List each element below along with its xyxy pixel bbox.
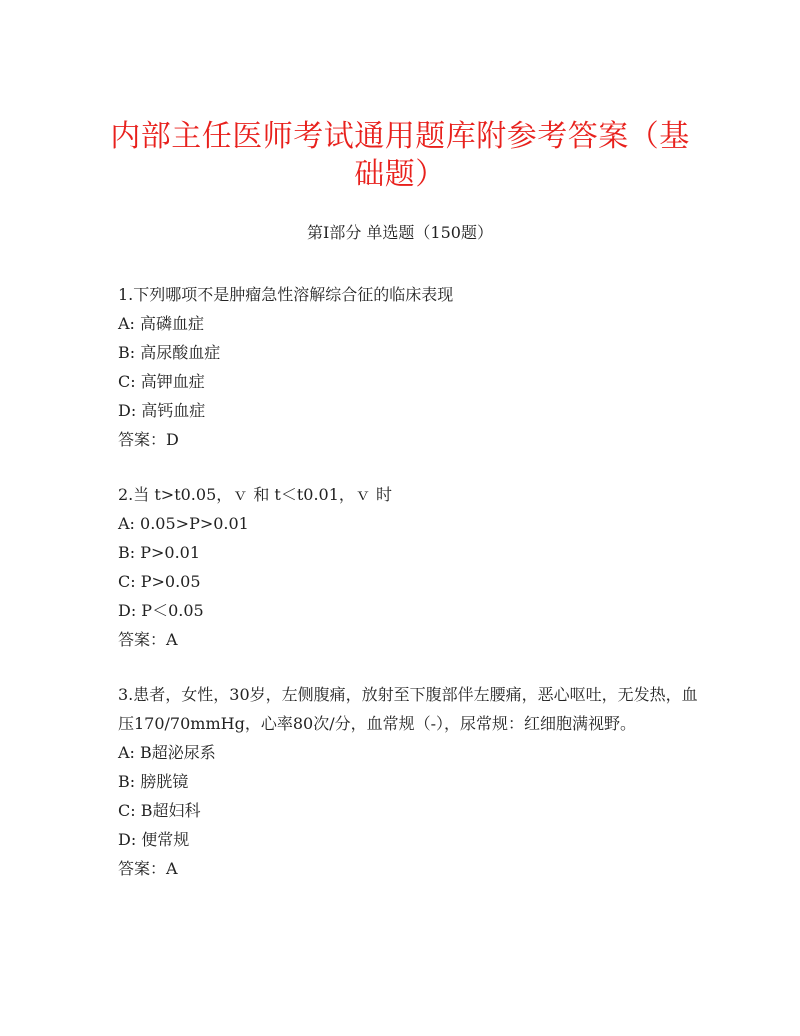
option-c: C: B超妇科 [118,801,201,820]
question-item [118,480,708,654]
answer-line: 答案：A [118,859,178,878]
option-a: A: B超泌尿系 [118,743,216,762]
option-c: C: 高钾血症 [118,372,205,391]
answer-line: 答案：A [118,630,178,649]
option-c: C: P>0.05 [118,572,201,591]
option-b: B: 高尿酸血症 [118,343,221,362]
option-d: D: 高钙血症 [118,401,206,420]
question-stem: 2.当 t>t0.05，ｖ 和 t＜t0.01，ｖ 时 [118,485,392,504]
option-d: D: 便常规 [118,830,190,849]
answer-line: 答案：D [118,430,179,449]
option-a: A: 0.05>P>0.01 [118,514,249,533]
question-item [118,280,708,454]
question-item [118,680,708,883]
option-b: B: P>0.01 [118,543,201,562]
question-stem: 3.患者，女性，30岁，左侧腹痛，放射至下腹部伴左腰痛，恶心呕吐，无发热，血压170/70mmHg，心率80次/分，血常规（-），尿常规：红细胞满视野。 [118,685,698,733]
document-title: 内部主任医师考试通用题库附参考答案（基础题） [110,119,690,192]
question-stem: 1.下列哪项不是肿瘤急性溶解综合征的临床表现 [118,285,454,304]
option-a: A: 高磷血症 [118,314,205,333]
option-b: B: 膀胱镜 [118,772,189,791]
option-d: D: P＜0.05 [118,601,204,620]
section-heading: 第I部分 单选题（150题） [307,223,493,242]
